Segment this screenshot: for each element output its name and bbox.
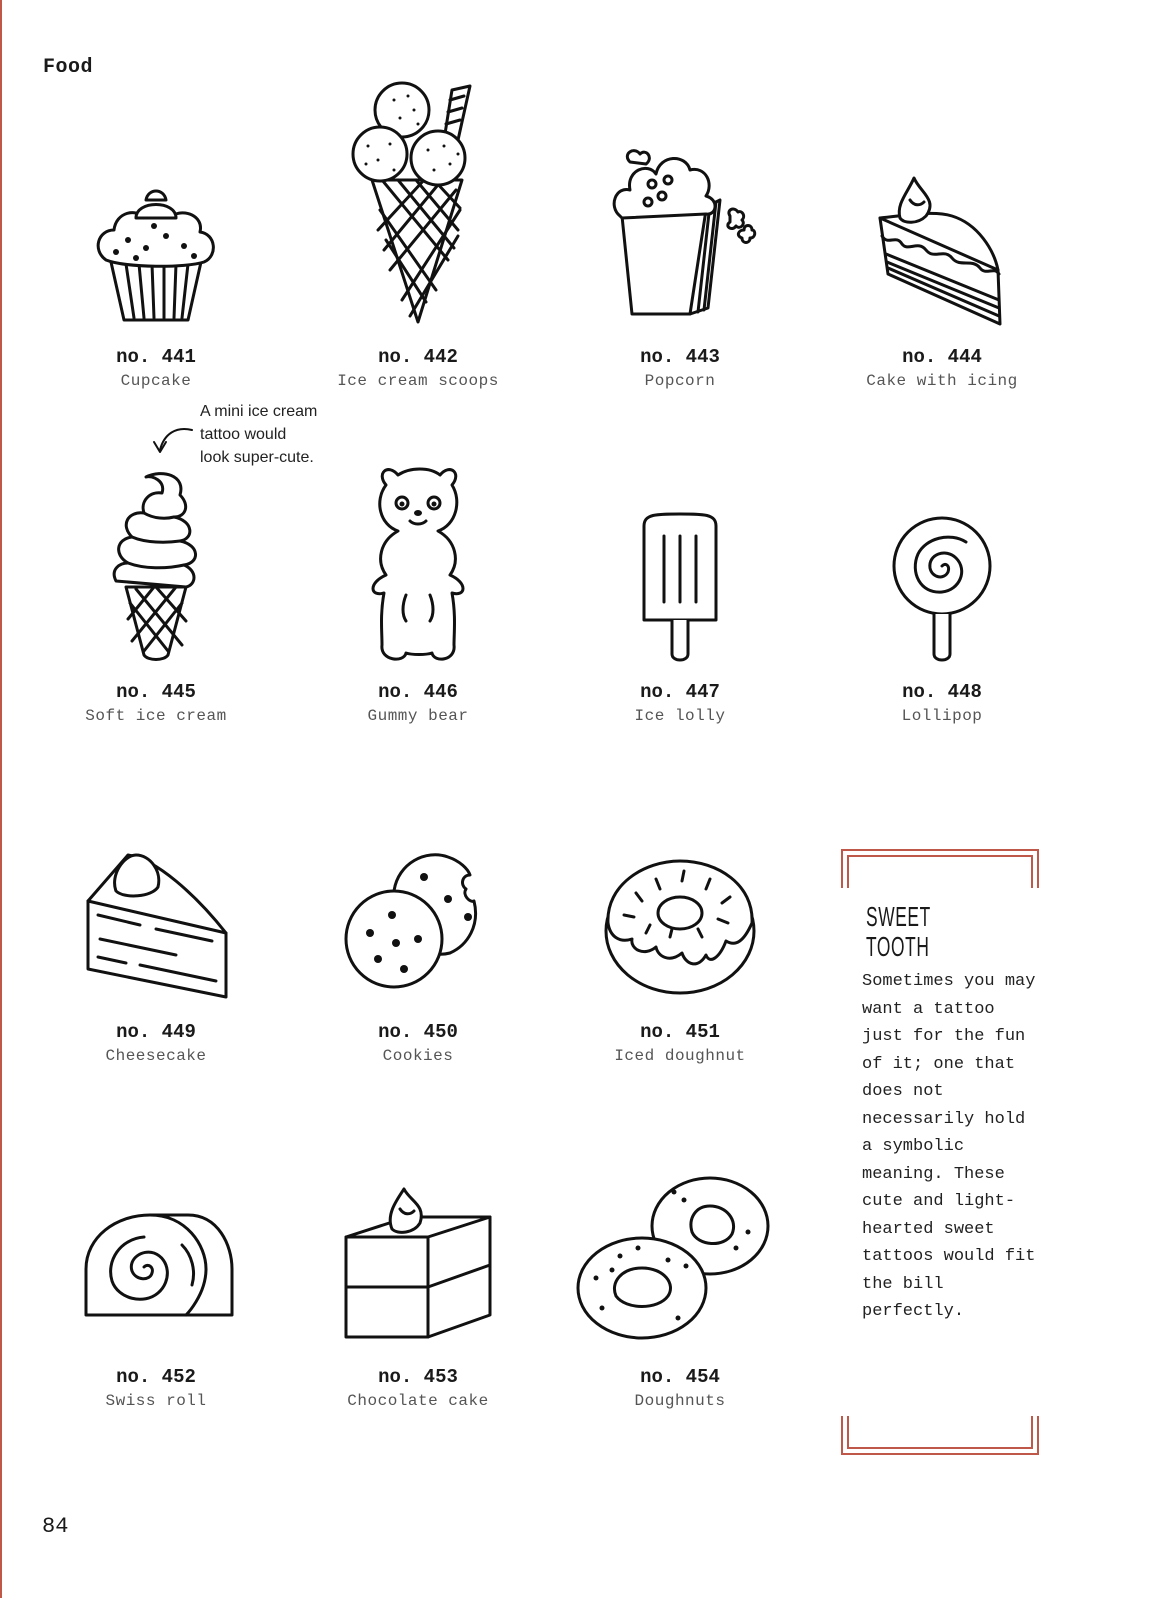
sidebar-title: SWEET TOOTH (866, 901, 931, 962)
item-451 (560, 845, 800, 1075)
item-name: Popcorn (644, 372, 716, 390)
item-number: no. 450 (378, 1021, 458, 1043)
item-name: Soft ice cream (85, 707, 227, 725)
doughnuts-icon (560, 1170, 800, 1350)
cupcake-icon (36, 170, 276, 330)
sidebar-body: Sometimes you may want a tattoo just for the fun of it; one that does not necessarily hold a symbolic meaning. These cute and light-hearted sweet tattoos would fit the bill perfectly. (862, 972, 1036, 1321)
sweet-tooth-sidebar (840, 848, 1040, 1456)
item-number: no. 454 (640, 1366, 720, 1388)
page-number: 84 (42, 1514, 69, 1539)
item-444 (822, 170, 1062, 400)
item-number: no. 452 (116, 1366, 196, 1388)
item-number: no. 442 (378, 346, 458, 368)
curved-arrow-icon (150, 420, 200, 460)
item-number: no. 448 (902, 681, 982, 703)
item-446 (298, 465, 538, 735)
iced-doughnut-icon (560, 845, 800, 1005)
item-name: Chocolate cake (347, 1392, 489, 1410)
annotation-note: A mini ice cream tattoo would look super-cute. (200, 403, 318, 466)
item-name: Gummy bear (367, 707, 469, 725)
ice-lolly-icon (560, 510, 800, 670)
item-name: Swiss roll (105, 1392, 207, 1410)
chocolate-cake-icon (298, 1185, 538, 1345)
item-number: no. 441 (116, 346, 196, 368)
item-name: Cheesecake (105, 1047, 207, 1065)
gummy-bear-icon (298, 465, 538, 665)
item-name: Cookies (382, 1047, 454, 1065)
item-number: no. 444 (902, 346, 982, 368)
cheesecake-icon (36, 845, 276, 1005)
item-number: no. 451 (640, 1021, 720, 1043)
soft-ice-cream-icon (36, 465, 276, 665)
item-448 (822, 510, 1062, 735)
item-name: Iced doughnut (614, 1047, 746, 1065)
item-449 (36, 845, 276, 1075)
item-number: no. 447 (640, 681, 720, 703)
popcorn-icon (560, 140, 800, 320)
item-name: Lollipop (901, 707, 983, 725)
item-443 (560, 140, 800, 400)
item-name: Ice lolly (634, 707, 726, 725)
item-number: no. 453 (378, 1366, 458, 1388)
item-441 (36, 170, 276, 400)
ice-cream-scoops-icon (298, 80, 538, 330)
item-450 (298, 845, 538, 1075)
item-name: Cake with icing (866, 372, 1018, 390)
lollipop-icon (822, 510, 1062, 670)
item-number: no. 445 (116, 681, 196, 703)
cookies-icon (298, 845, 538, 1005)
item-number: no. 443 (640, 346, 720, 368)
item-454 (560, 1170, 800, 1420)
item-name: Cupcake (120, 372, 192, 390)
cake-slice-icon (822, 170, 1062, 330)
item-447 (560, 510, 800, 735)
item-number: no. 449 (116, 1021, 196, 1043)
section-title: Food (43, 56, 94, 79)
item-452 (36, 1205, 276, 1420)
item-name: Ice cream scoops (337, 372, 499, 390)
item-445 (36, 465, 276, 735)
item-453 (298, 1185, 538, 1420)
item-name: Doughnuts (634, 1392, 726, 1410)
item-442 (298, 80, 538, 400)
swiss-roll-icon (36, 1205, 276, 1345)
item-number: no. 446 (378, 681, 458, 703)
page-edge (0, 0, 2, 1598)
